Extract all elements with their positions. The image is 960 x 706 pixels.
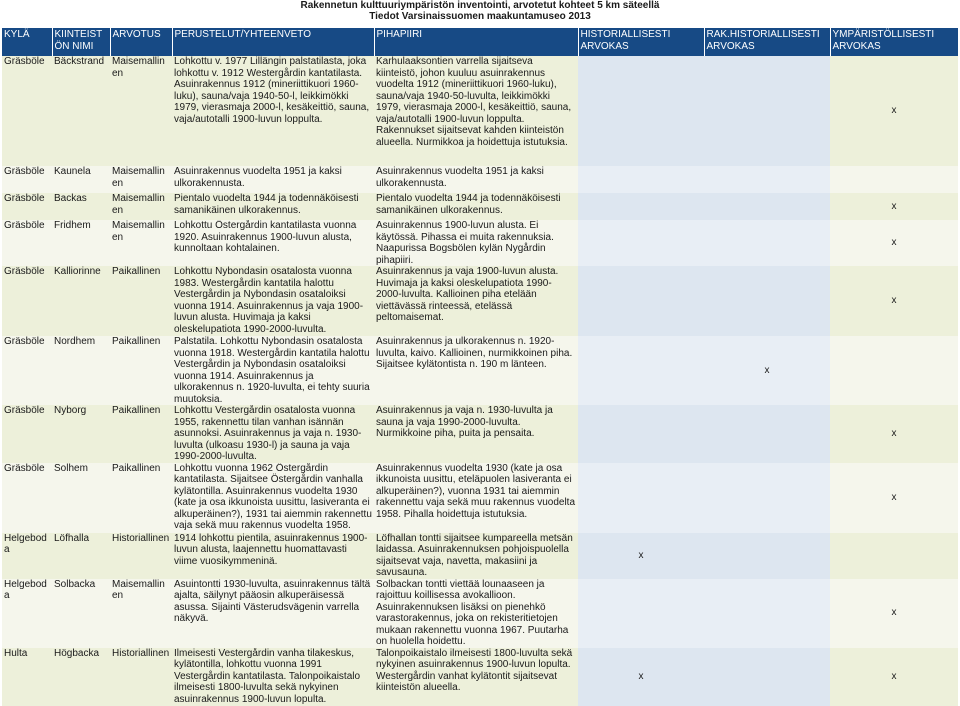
cell-historiallisesti	[578, 56, 704, 166]
cell-rak-historiallisesti	[704, 533, 830, 579]
cell-kyla: Helgeboda	[2, 579, 52, 648]
cell-ymparistollisesti	[830, 336, 958, 405]
cell-arvotus: Maisemallinen	[110, 56, 172, 166]
cell-historiallisesti	[578, 220, 704, 266]
header-perustelut: PERUSTELUT/YHTEENVETO	[172, 28, 374, 56]
cell-perustelut: Lohkottu Nybondasin osatalosta vuonna 1983. Westergårdin kantatila halottu Vestergårdin ja Nybondasin osataloiksi vuonna 1914. Asuinrakennus ja vaja 1900-luvun alusta. Huvimaja ja kaksi oleskelupatiota 1990-2000-luvulta.	[172, 266, 374, 336]
table-row	[2, 463, 958, 533]
cell-arvotus: Maisemallinen	[110, 193, 172, 220]
cell-pihapiiri: Asuinrakennus vuodelta 1951 ja kaksi ulkorakennusta.	[374, 166, 578, 193]
cell-pihapiiri: Pientalo vuodelta 1944 ja todennäköisesti samanikäinen ulkorakennus.	[374, 193, 578, 220]
cell-ymparistollisesti: x	[830, 193, 958, 220]
cell-rak-historiallisesti: x	[704, 336, 830, 405]
cell-ymparistollisesti	[830, 166, 958, 193]
table-row	[2, 266, 958, 336]
table-row	[2, 648, 958, 706]
cell-kiinteiston-nimi: Backas	[52, 193, 110, 220]
cell-kyla: Hulta	[2, 648, 52, 706]
document-title	[0, 0, 960, 22]
cell-kyla: Helgeboda	[2, 533, 52, 579]
header-kyla: KYLÄ	[2, 28, 52, 56]
table-row	[2, 336, 958, 405]
cell-ymparistollisesti: x	[830, 220, 958, 266]
cell-kiinteiston-nimi: Fridhem	[52, 220, 110, 266]
title-line-2: Tiedot Varsinaissuomen maakuntamuseo 2013	[369, 11, 591, 22]
cell-ymparistollisesti: x	[830, 648, 958, 706]
cell-rak-historiallisesti	[704, 56, 830, 166]
cell-ymparistollisesti: x	[830, 579, 958, 648]
cell-rak-historiallisesti	[704, 166, 830, 193]
cell-arvotus: Paikallinen	[110, 266, 172, 336]
cell-arvotus: Historiallinen	[110, 533, 172, 579]
header-row	[2, 28, 958, 56]
table-row	[2, 405, 958, 463]
cell-historiallisesti	[578, 579, 704, 648]
cell-perustelut: 1914 lohkottu pientila, asuinrakennus 1900-luvun alusta, laajennettu huomattavasti viime vuosikymmeninä.	[172, 533, 374, 579]
inventory-table	[2, 28, 959, 706]
cell-perustelut: Asuintontti 1930-luvulta, asuinrakennus tältä ajalta, säilynyt pääosin alkuperäisessä asussa. Sijainti Västerudsvägenin varrella näkyvä.	[172, 579, 374, 648]
cell-perustelut: Lohkottu v. 1977 Lillängin palstatilasta, joka lohkottu v. 1912 Westergårdin kantatilasta. Asuinrakennus 1912 (mineriittikuori 1960-luku), sauna/vaja 1940-50-l, leikkimökki 1979, vierasmaja 2000-l, kesäkeittiö, sauna, vaja/autotalli 1900-luvun loppulta.	[172, 56, 374, 166]
title-line-1: Rakennetun kulttuuriympäristön inventointi, arvotetut kohteet 5 km säteellä	[300, 0, 660, 11]
cell-arvotus: Maisemallinen	[110, 220, 172, 266]
cell-kyla: Gräsböle	[2, 220, 52, 266]
cell-kiinteiston-nimi: Solhem	[52, 463, 110, 533]
cell-historiallisesti: x	[578, 648, 704, 706]
cell-kiinteiston-nimi: Kalliorinne	[52, 266, 110, 336]
cell-perustelut: Ilmeisesti Vestergårdin vanha tilakeskus, kylätontilla, lohkottu vuonna 1991 Vestergårdin kantatilasta. Talonpoikaistalo ilmeisesti 1800-luvulta sekä nykyinen asuinrakennus 1900-luvun lopulta.	[172, 648, 374, 706]
cell-perustelut: Lohkottu Vestergårdin osatalosta vuonna 1955, rakennettu tilan vanhan isännän asunnoksi. Asuinrakennus ja vaja n. 1930-luvulta (ulkoasu 1930-l) ja sauna ja vaja 1990-2000-luvulta.	[172, 405, 374, 463]
cell-arvotus: Maisemallinen	[110, 579, 172, 648]
table-row	[2, 56, 958, 166]
table-row	[2, 533, 958, 579]
table-row	[2, 193, 958, 220]
cell-kiinteiston-nimi: Solbacka	[52, 579, 110, 648]
cell-rak-historiallisesti	[704, 405, 830, 463]
cell-perustelut: Pientalo vuodelta 1944 ja todennäköisesti samanikäinen ulkorakennus.	[172, 193, 374, 220]
cell-ymparistollisesti: x	[830, 56, 958, 166]
header-kiinteiston-nimi: KIINTEISTÖN NIMI	[52, 28, 110, 56]
cell-kyla: Gräsböle	[2, 405, 52, 463]
cell-kyla: Gräsböle	[2, 463, 52, 533]
cell-historiallisesti	[578, 405, 704, 463]
cell-historiallisesti	[578, 193, 704, 220]
cell-kiinteiston-nimi: Löfhalla	[52, 533, 110, 579]
cell-kiinteiston-nimi: Högbacka	[52, 648, 110, 706]
cell-arvotus: Paikallinen	[110, 405, 172, 463]
header-pihapiiri: PIHAPIIRI	[374, 28, 578, 56]
cell-perustelut: Palstatila. Lohkottu Nybondasin osatalosta vuonna 1918. Westergårdin kantatila halottu Vestergårdin ja Nybondasin osataloiksi vuonna 1914. Asuinrakennus ja ulkorakennus n. 1920-luvulta, ei tehty suuria muutoksia.	[172, 336, 374, 405]
cell-historiallisesti	[578, 166, 704, 193]
cell-ymparistollisesti	[830, 533, 958, 579]
cell-pihapiiri: Asuinrakennus vuodelta 1930 (kate ja osa ikkunoista uusittu, eteläpuolen lasiveranta ei alkuperäinen?), vuonna 1931 tai aiemmin rakennettu vaja sekä muu rakennus vuodelta 1958. Pihalla hoidettuja istutuksia.	[374, 463, 578, 533]
cell-pihapiiri: Asuinrakennus ja vaja n. 1930-luvulta ja sauna ja vaja 1990-2000-luvulta. Nurmikkoine piha, puita ja pensaita.	[374, 405, 578, 463]
cell-pihapiiri: Karhulaaksontien varrella sijaitseva kiinteistö, johon kuuluu asuinrakennus vuodelta 1912 (mineriittikuori 1960-luku), sauna/vaja 1940-50-luvulta, leikkimökki 1979, vierasmaja 2000-l, kesäkeittiö, sauna, vaja/autotalli 1900-luvun loppulta. Rakennukset sijaitsevat kahden kiinteistön alueella. Nurmikkoa ja hoidettuja istutuksia.	[374, 56, 578, 166]
cell-pihapiiri: Talonpoikaistalo ilmeisesti 1800-luvulta sekä nykyinen asuinrakennus 1900-luvun lopulta. Westergårdin vanhat kylätontit sijaitsevat kiinteistön alueella.	[374, 648, 578, 706]
table-row	[2, 220, 958, 266]
cell-rak-historiallisesti	[704, 463, 830, 533]
cell-kiinteiston-nimi: Nyborg	[52, 405, 110, 463]
cell-rak-historiallisesti	[704, 648, 830, 706]
cell-kyla: Gräsböle	[2, 56, 52, 166]
table-row	[2, 166, 958, 193]
cell-ymparistollisesti: x	[830, 463, 958, 533]
cell-perustelut: Asuinrakennus vuodelta 1951 ja kaksi ulkorakennusta.	[172, 166, 374, 193]
cell-kyla: Gräsböle	[2, 193, 52, 220]
cell-pihapiiri: Löfhallan tontti sijaitsee kumpareella metsän laidassa. Asuinrakennuksen pohjoispuolella sijaitsevat vaja, navetta, makasiini ja savusauna.	[374, 533, 578, 579]
cell-pihapiiri: Asuinrakennus ja ulkorakennus n. 1920-luvulta, kaivo. Kallioinen, nurmikkoinen piha. Sijaitsee kylätontista n. 190 m länteen.	[374, 336, 578, 405]
cell-kiinteiston-nimi: Nordhem	[52, 336, 110, 405]
cell-kiinteiston-nimi: Bäckstrand	[52, 56, 110, 166]
cell-ymparistollisesti: x	[830, 405, 958, 463]
header-arvotus: ARVOTUS	[110, 28, 172, 56]
cell-perustelut: Lohkottu vuonna 1962 Östergårdin kantatilasta. Sijaitsee Östergårdin vanhalla kylätontilla. Asuinrakennus vuodelta 1930 (kate ja osa ikkunoista uusittu, lasiveranta ei alkuperäinen?), 1931 tai aiemmin rakennettu vaja sekä muu rakennus vuodelta 1958.	[172, 463, 374, 533]
header-historiallisesti: HISTORIALLISESTI ARVOKAS	[578, 28, 704, 56]
cell-kyla: Gräsböle	[2, 166, 52, 193]
cell-pihapiiri: Asuinrakennus ja vaja 1900-luvun alusta. Huvimaja ja kaksi oleskelupatiota 1990-2000-luvulta. Kallioinen piha etelään viettävässä rinteessä, etelässä peltomaisemat.	[374, 266, 578, 336]
cell-pihapiiri: Solbackan tontti viettää lounaaseen ja rajoittuu koillisessa avokallioon. Asuinrakennuksen lisäksi on pienehkö varastorakennus, joka on rekisteritietojen mukaan rakennettu vuonna 1967. Puutarha on huolella hoidettu.	[374, 579, 578, 648]
cell-perustelut: Lohkottu Östergårdin kantatilasta vuonna 1920. Asuinrakennus 1900-luvun alusta, kunnoltaan kohtalainen.	[172, 220, 374, 266]
cell-kyla: Gräsböle	[2, 266, 52, 336]
header-ymparistollisesti: YMPÄRISTÖLLISESTI ARVOKAS	[830, 28, 958, 56]
cell-kyla: Gräsböle	[2, 336, 52, 405]
cell-historiallisesti	[578, 336, 704, 405]
cell-historiallisesti	[578, 463, 704, 533]
cell-historiallisesti	[578, 266, 704, 336]
cell-arvotus: Paikallinen	[110, 463, 172, 533]
cell-rak-historiallisesti	[704, 579, 830, 648]
table-row	[2, 579, 958, 648]
cell-rak-historiallisesti	[704, 193, 830, 220]
table-body	[2, 56, 958, 706]
cell-ymparistollisesti: x	[830, 266, 958, 336]
cell-rak-historiallisesti	[704, 220, 830, 266]
header-rak-historiallisesti: RAK.HISTORIALLISESTI ARVOKAS	[704, 28, 830, 56]
cell-arvotus: Paikallinen	[110, 336, 172, 405]
cell-arvotus: Maisemallinen	[110, 166, 172, 193]
cell-historiallisesti: x	[578, 533, 704, 579]
cell-pihapiiri: Asuinrakennus 1900-luvun alusta. Ei käytössä. Pihassa ei muita rakennuksia. Naapurissa Bogsbölen kylän Nygårdin pihapiiri.	[374, 220, 578, 266]
cell-rak-historiallisesti	[704, 266, 830, 336]
cell-kiinteiston-nimi: Kaunela	[52, 166, 110, 193]
cell-arvotus: Historiallinen	[110, 648, 172, 706]
